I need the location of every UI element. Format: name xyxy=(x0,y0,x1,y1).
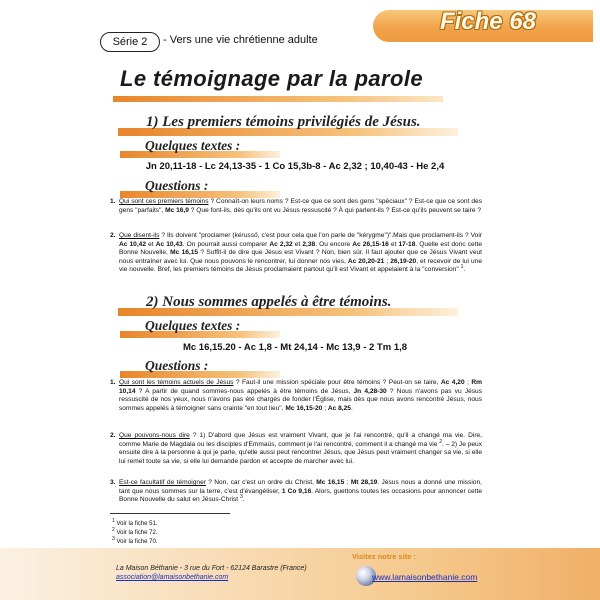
footer-band xyxy=(0,548,600,600)
section-2-heading xyxy=(118,294,458,316)
question-text: Qui sont les témoins actuels de Jésus ? Faut-il une mission spéciale pour être témoins ? Peut-on se taire, Ac 4,20 ; Rm 10,14 ? A partir de quand sommes-nous appelés à être témoins de Jésus, Jn 4,28-30 ? Nous n'avons pas vu Jésus ressuscité de nos yeux, nous n'avons pas été chargés de fonder l'Église, mais dès que nous avons rencontré Jésus, nous sommes appelés à témoigner sans crainte "en tout lieu", Mc 16,15-20 ; Ac 8,25. xyxy=(119,379,483,412)
section-2-texts-heading xyxy=(120,320,280,338)
question-number: 3. xyxy=(110,479,116,486)
section-2-heading-text: 2) Nous sommes appelés à être témoins. xyxy=(146,294,392,310)
texts-heading-text: Quelques textes : xyxy=(145,318,241,333)
questions-heading-text: Questions : xyxy=(145,178,209,193)
question-text: Que pouvons-nous dire ? 1) D'abord que Jésus est vraiment Vivant, que je l'ai rencontré, qu'il a changé ma vie. Dire, comme Marie de Magdala ou les disciples d'Emmaüs, comment je l'ai rencontré, comment il a changé ma vie $^2$. – 2) Je peux ensuite dire à la personne à qui je parle, qu'elle aussi peut rencontrer Jésus, que Jésus peut vraiment changer sa vie, si elle lui remet toute sa vie, si elle lui demande pardon et accepte de marcher avec lui. xyxy=(119,432,483,465)
visit-site-label: Visitez notre site : xyxy=(352,552,417,561)
section-1-heading xyxy=(118,114,458,136)
section-2-references: Mc 16,15.20 - Ac 1,8 - Mt 24,14 - Mc 13,9 - 2 Tm 1,8 xyxy=(182,342,408,353)
footnote-3: $^3$ Voir la fiche 70. xyxy=(112,536,158,545)
footer-email-link[interactable]: association@lamaisonbethanie.com xyxy=(116,574,229,581)
question-2-2 xyxy=(110,432,482,466)
fiche-number: Fiche 68 xyxy=(439,8,537,35)
question-number: 2. xyxy=(110,432,116,439)
question-number: 1. xyxy=(110,379,116,386)
question-number: 2. xyxy=(110,232,116,239)
question-2-3 xyxy=(110,479,482,505)
footer-address: La Maison Béthanie - 3 rue du Fort - 62124 Barastre (France) xyxy=(116,565,307,572)
question-1-1 xyxy=(110,198,482,215)
serie-subtitle: - Vers une vie chrétienne adulte xyxy=(163,34,318,46)
serie-badge: Série 2 xyxy=(100,32,160,52)
section-2-questions-heading xyxy=(120,360,280,378)
section-1-references: Jn 20,11-18 - Lc 24,13-35 - 1 Co 15,3b-8 - Ac 2,32 ; 10,40-43 - He 2,4 xyxy=(145,161,445,172)
question-text: Est-ce facultatif de témoigner ? Non, car c'est un ordre du Christ, Mc 16,15 ; Mt 28,19. Jésus nous a donné une mission, tant que nous sommes sur la terre, c'est d'évangéliser, 1 Co 9,16. Alors, guettons toutes les occasions pour annoncer cette Bonne Nouvelle du salut en Jésus-Christ $^3$. xyxy=(119,479,482,504)
section-1-questions-heading xyxy=(120,180,280,198)
question-2-1 xyxy=(110,379,482,413)
page-title: Le témoignage par la parole xyxy=(120,66,423,91)
questions-heading-text: Questions : xyxy=(145,358,209,373)
website-link[interactable]: www.lamaisonbethanie.com xyxy=(372,572,478,582)
question-number: 1. xyxy=(110,198,116,205)
question-1-2 xyxy=(110,232,482,275)
question-text: Qui sont ces premiers témoins ? Connaît-on leurs noms ? Est-ce que ce sont des gens "spéciaux" ? Est-ce que ce sont des gens "parfaits", Mc 16,9 ? Que font-ils, dès qu'ils ont vu Jésus ressuscité ? À qui parlent-ils ? Est-ce qu'ils peuvent se taire ? xyxy=(119,198,482,214)
title-underline xyxy=(113,96,443,102)
section-1-texts-heading xyxy=(120,140,280,158)
footnote-divider xyxy=(110,513,230,514)
section-1-heading-text: 1) Les premiers témoins privilégiés de Jésus. xyxy=(146,114,421,130)
question-text: Que disent-ils ? Ils doivent "proclamer (kérussô, c'est pour cela que l'on parle de "kérygme")".Mais que proclament-ils ? Voir Ac 10,42 et Ac 10,43. On pourrait aussi comparer Ac 2,32 et 2,38. Ou encore Ac 26,15-16 et 17-18. Quelle est donc cette Bonne Nouvelle, Mc 16,15 ? Suffit-il de dire que Jésus est Vivant ? Non, bien sûr. Il faut ajouter que ce Jésus Vivant veut nous entraîner avec lui. Que nous pouvons le rencontrer, lui donner nos vies, Ac 20,20-21 ; 26,19-20, et recevoir de lui une vie nouvelle. Bref, les premiers témoins de Jésus proclamaient partout qu'il est Vivant et appelaient à la "conversion" $^1$. xyxy=(119,232,482,274)
texts-heading-text: Quelques textes : xyxy=(145,138,241,153)
footnote-2: $^2$ Voir la fiche 72. xyxy=(112,527,158,536)
footnote-1: $^1$ Voir la fiche 51. xyxy=(112,518,158,527)
